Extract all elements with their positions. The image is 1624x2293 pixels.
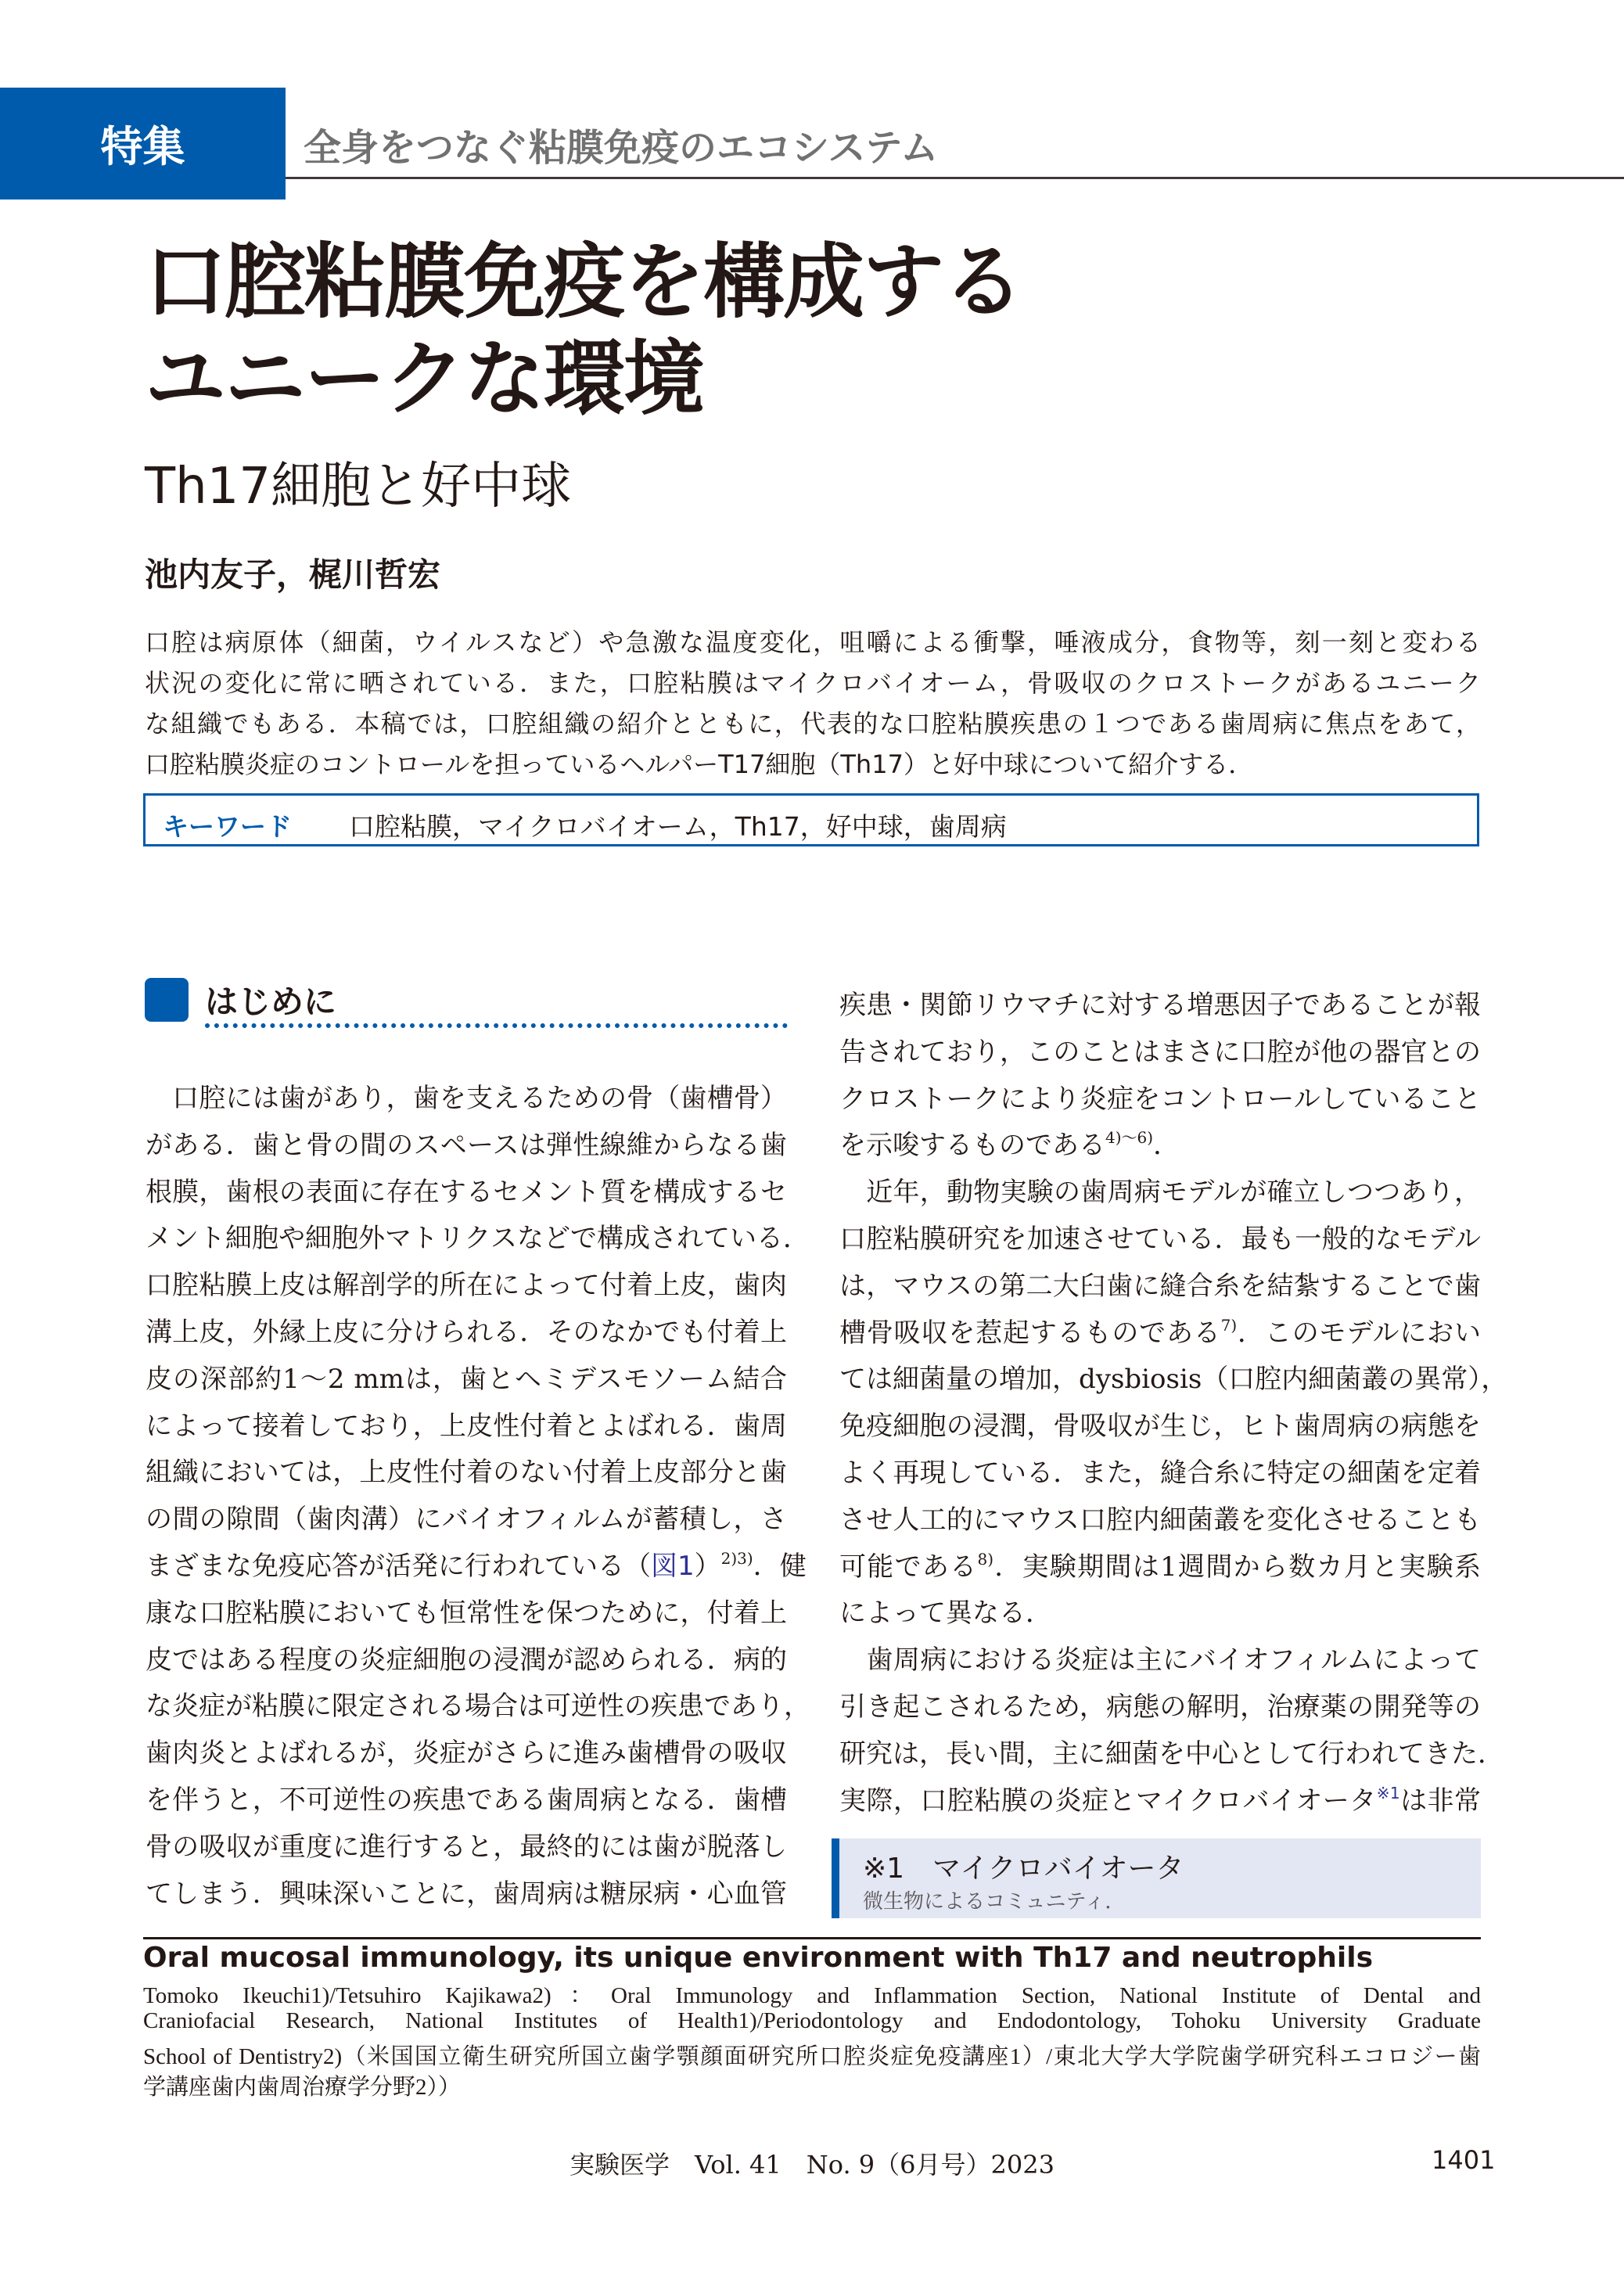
abstract-line: 口腔粘膜炎症のコントロールを担っているヘルパーT17細胞（Th17）と好中球について紹介する．: [145, 749, 1254, 779]
body-line: [839, 1123, 1481, 1162]
header-rule: [286, 177, 1624, 179]
inline-text: ）: [694, 1551, 721, 1582]
inline-text: を示唆するものである: [839, 1130, 1105, 1162]
inline-text: ．このモデルにおい: [1237, 1317, 1481, 1349]
inline-text: 8): [977, 1549, 994, 1569]
body-line: させ人工的にマウス口腔内細菌叢を変化させることも: [839, 1504, 1481, 1536]
affiliation-line: School of Dentistry2)（米国国立衛生研究所国立歯学顎顔面研究所口腔炎症免疫講座1）/東北大学大学院歯学研究科エコロジー歯: [143, 2044, 1482, 2069]
inline-text: ．: [1153, 1130, 1180, 1162]
body-line: 歯周病における炎症は主にバイオフィルムによって: [839, 1644, 1481, 1677]
body-line: [839, 1779, 1482, 1817]
section-heading: はじめに: [205, 983, 337, 1021]
body-line: によって接着しており，上皮性付着とよばれる．歯周: [146, 1410, 787, 1442]
affiliation-line: Craniofacial Research, National Institutes of Health1)/Periodontology and Endodontology, Tohoku University Graduate: [143, 2008, 1481, 2033]
body-line: 研究は，長い間，主に細菌を中心として行われてきた．: [839, 1738, 1504, 1770]
body-line: 歯肉炎とよばれるが，炎症がさらに進み歯槽骨の吸収: [146, 1738, 787, 1770]
body-line: 康な口腔粘膜においても恒常性を保つために，付着上: [146, 1597, 787, 1629]
page-number: 1401: [1432, 2145, 1496, 2175]
body-line: 根膜，歯根の表面に存在するセメント質を構成するセ: [146, 1176, 787, 1208]
english-title: Oral mucosal immunology, its unique environment with Th17 and neutrophils: [143, 1942, 1374, 1974]
footnote-text: 微生物によるコミュニティ．: [863, 1890, 1126, 1914]
inline-text: ．健: [753, 1551, 807, 1582]
body-line: 組織においては，上皮性付着のない付着上皮部分と歯: [146, 1457, 787, 1489]
body-line: 免疫細胞の浸潤，骨吸収が生じ，ヒト歯周病の病態を: [839, 1411, 1481, 1443]
inline-text: 実際，口腔粘膜の炎症とマイクロバイオータ: [839, 1784, 1377, 1817]
section-dotted-rule: [205, 1023, 788, 1028]
body-line: 骨の吸収が重度に進行すると，最終的には歯が脱落し: [146, 1831, 787, 1863]
abstract-line: な組織でもある．本稿では，口腔組織の紹介とともに，代表的な口腔粘膜疾患の１つである歯周病に焦点をあて，: [145, 709, 1481, 739]
inline-text: 4)～6): [1105, 1128, 1154, 1148]
inline-text: 7): [1220, 1315, 1238, 1335]
inline-text: は非常: [1399, 1784, 1482, 1817]
article-title-line2: ユニークな環境: [145, 331, 704, 426]
body-line: 近年，動物実験の歯周病モデルが確立しつつあり，: [839, 1177, 1481, 1209]
body-line: な炎症が粘膜に限定される場合は可逆性の疾患であり，: [146, 1691, 810, 1723]
body-line: の間の隙間（歯肉溝）にバイオフィルムが蓄積し，さ: [146, 1504, 787, 1536]
article-subtitle: Th17細胞と好中球: [145, 458, 572, 516]
body-line: 口腔粘膜上皮は解剖学的所在によって付着上皮，歯肉: [146, 1270, 787, 1302]
body-line: 疾患・関節リウマチに対する増悪因子であることが報: [839, 990, 1481, 1021]
body-line: メント細胞や細胞外マトリクスなどで構成されている．: [146, 1223, 810, 1255]
inline-text: まざまな免疫応答が活発に行われている（: [146, 1551, 651, 1582]
affiliation-line: 学講座歯内歯周治療学分野2））: [143, 2075, 462, 2100]
figure-1-link[interactable]: 図1: [651, 1551, 695, 1582]
inline-text: 可能である: [839, 1551, 978, 1583]
body-line: よく再現している．また，縫合糸に特定の細菌を定着: [839, 1457, 1481, 1489]
english-rule: [143, 1937, 1481, 1939]
authors: 池内友子，梶川哲宏: [145, 555, 441, 594]
body-line: は，マウスの第二大臼歯に縫合糸を結紮することで歯: [839, 1270, 1481, 1302]
section-marker-icon: [145, 978, 189, 1022]
abstract-line: 状況の変化に常に晒されている．また，口腔粘膜はマイクロバイオーム，骨吸収のクロストークがあるユニーク: [145, 668, 1481, 698]
body-line: てしまう．興味深いことに，歯周病は糖尿病・心血管: [146, 1878, 787, 1910]
body-line: によって異なる．: [839, 1598, 1052, 1630]
body-line: 引き起こされるため，病態の解明，治療薬の開発等の: [839, 1691, 1481, 1723]
body-line: [839, 1311, 1481, 1349]
abstract-line: 口腔は病原体（細菌，ウイルスなど）や急激な温度変化，咀嚼による衝撃，唾液成分，食物等，刻一刻と変わる: [145, 627, 1481, 657]
footnote-title: ※1 マイクロバイオータ: [863, 1853, 1184, 1885]
body-line: 溝上皮，外縁上皮に分けられる．そのなかでも付着上: [146, 1317, 787, 1348]
footnote-box: [832, 1838, 1481, 1918]
body-line: 告されており，このことはまさに口腔が他の器官との: [839, 1036, 1481, 1068]
article-title-line1: 口腔粘膜免疫を構成する: [145, 234, 1023, 329]
feature-tag: 特集: [0, 88, 286, 199]
keywords-text: 口腔粘膜，マイクロバイオーム，Th17，好中球，歯周病: [349, 811, 1007, 842]
body-line: 皮ではある程度の炎症細胞の浸潤が認められる．病的: [146, 1644, 787, 1676]
journal-footer: 実験医学 Vol. 41 No. 9（6月号）2023: [569, 2150, 1055, 2180]
series-title: 全身をつなぐ粘膜免疫のエコシステム: [304, 126, 939, 170]
keywords-box: [143, 793, 1479, 846]
affiliation-line: Tomoko Ikeuchi1)/Tetsuhiro Kajikawa2)：Oral Immunology and Inflammation Section, National Institute of Dental and: [143, 1983, 1481, 2008]
inline-text: 槽骨吸収を惹起するものである: [839, 1317, 1221, 1349]
body-line: ては細菌量の増加，dysbiosis（口腔内細菌叢の異常），: [839, 1364, 1508, 1396]
body-line: 口腔粘膜研究を加速させている．最も一般的なモデル: [839, 1224, 1481, 1255]
body-line: 皮の深部約1～2 mmは，歯とヘミデスモソーム結合: [146, 1363, 787, 1395]
body-line: 口腔には歯があり，歯を支えるための骨（歯槽骨）: [146, 1083, 787, 1114]
body-line: がある．歯と骨の間のスペースは弾性線維からなる歯: [146, 1129, 787, 1161]
body-line: [146, 1544, 807, 1582]
body-line: [839, 1545, 1481, 1583]
body-line: クロストークにより炎症をコントロールしていること: [839, 1083, 1481, 1115]
body-line: を伴うと，不可逆性の疾患である歯周病となる．歯槽: [146, 1784, 787, 1816]
inline-text: 2)3): [720, 1549, 753, 1568]
inline-text: ※1: [1376, 1783, 1400, 1802]
keywords-label: キーワード: [163, 811, 292, 842]
inline-text: ．実験期間は1週間から数カ月と実験系: [993, 1551, 1481, 1583]
